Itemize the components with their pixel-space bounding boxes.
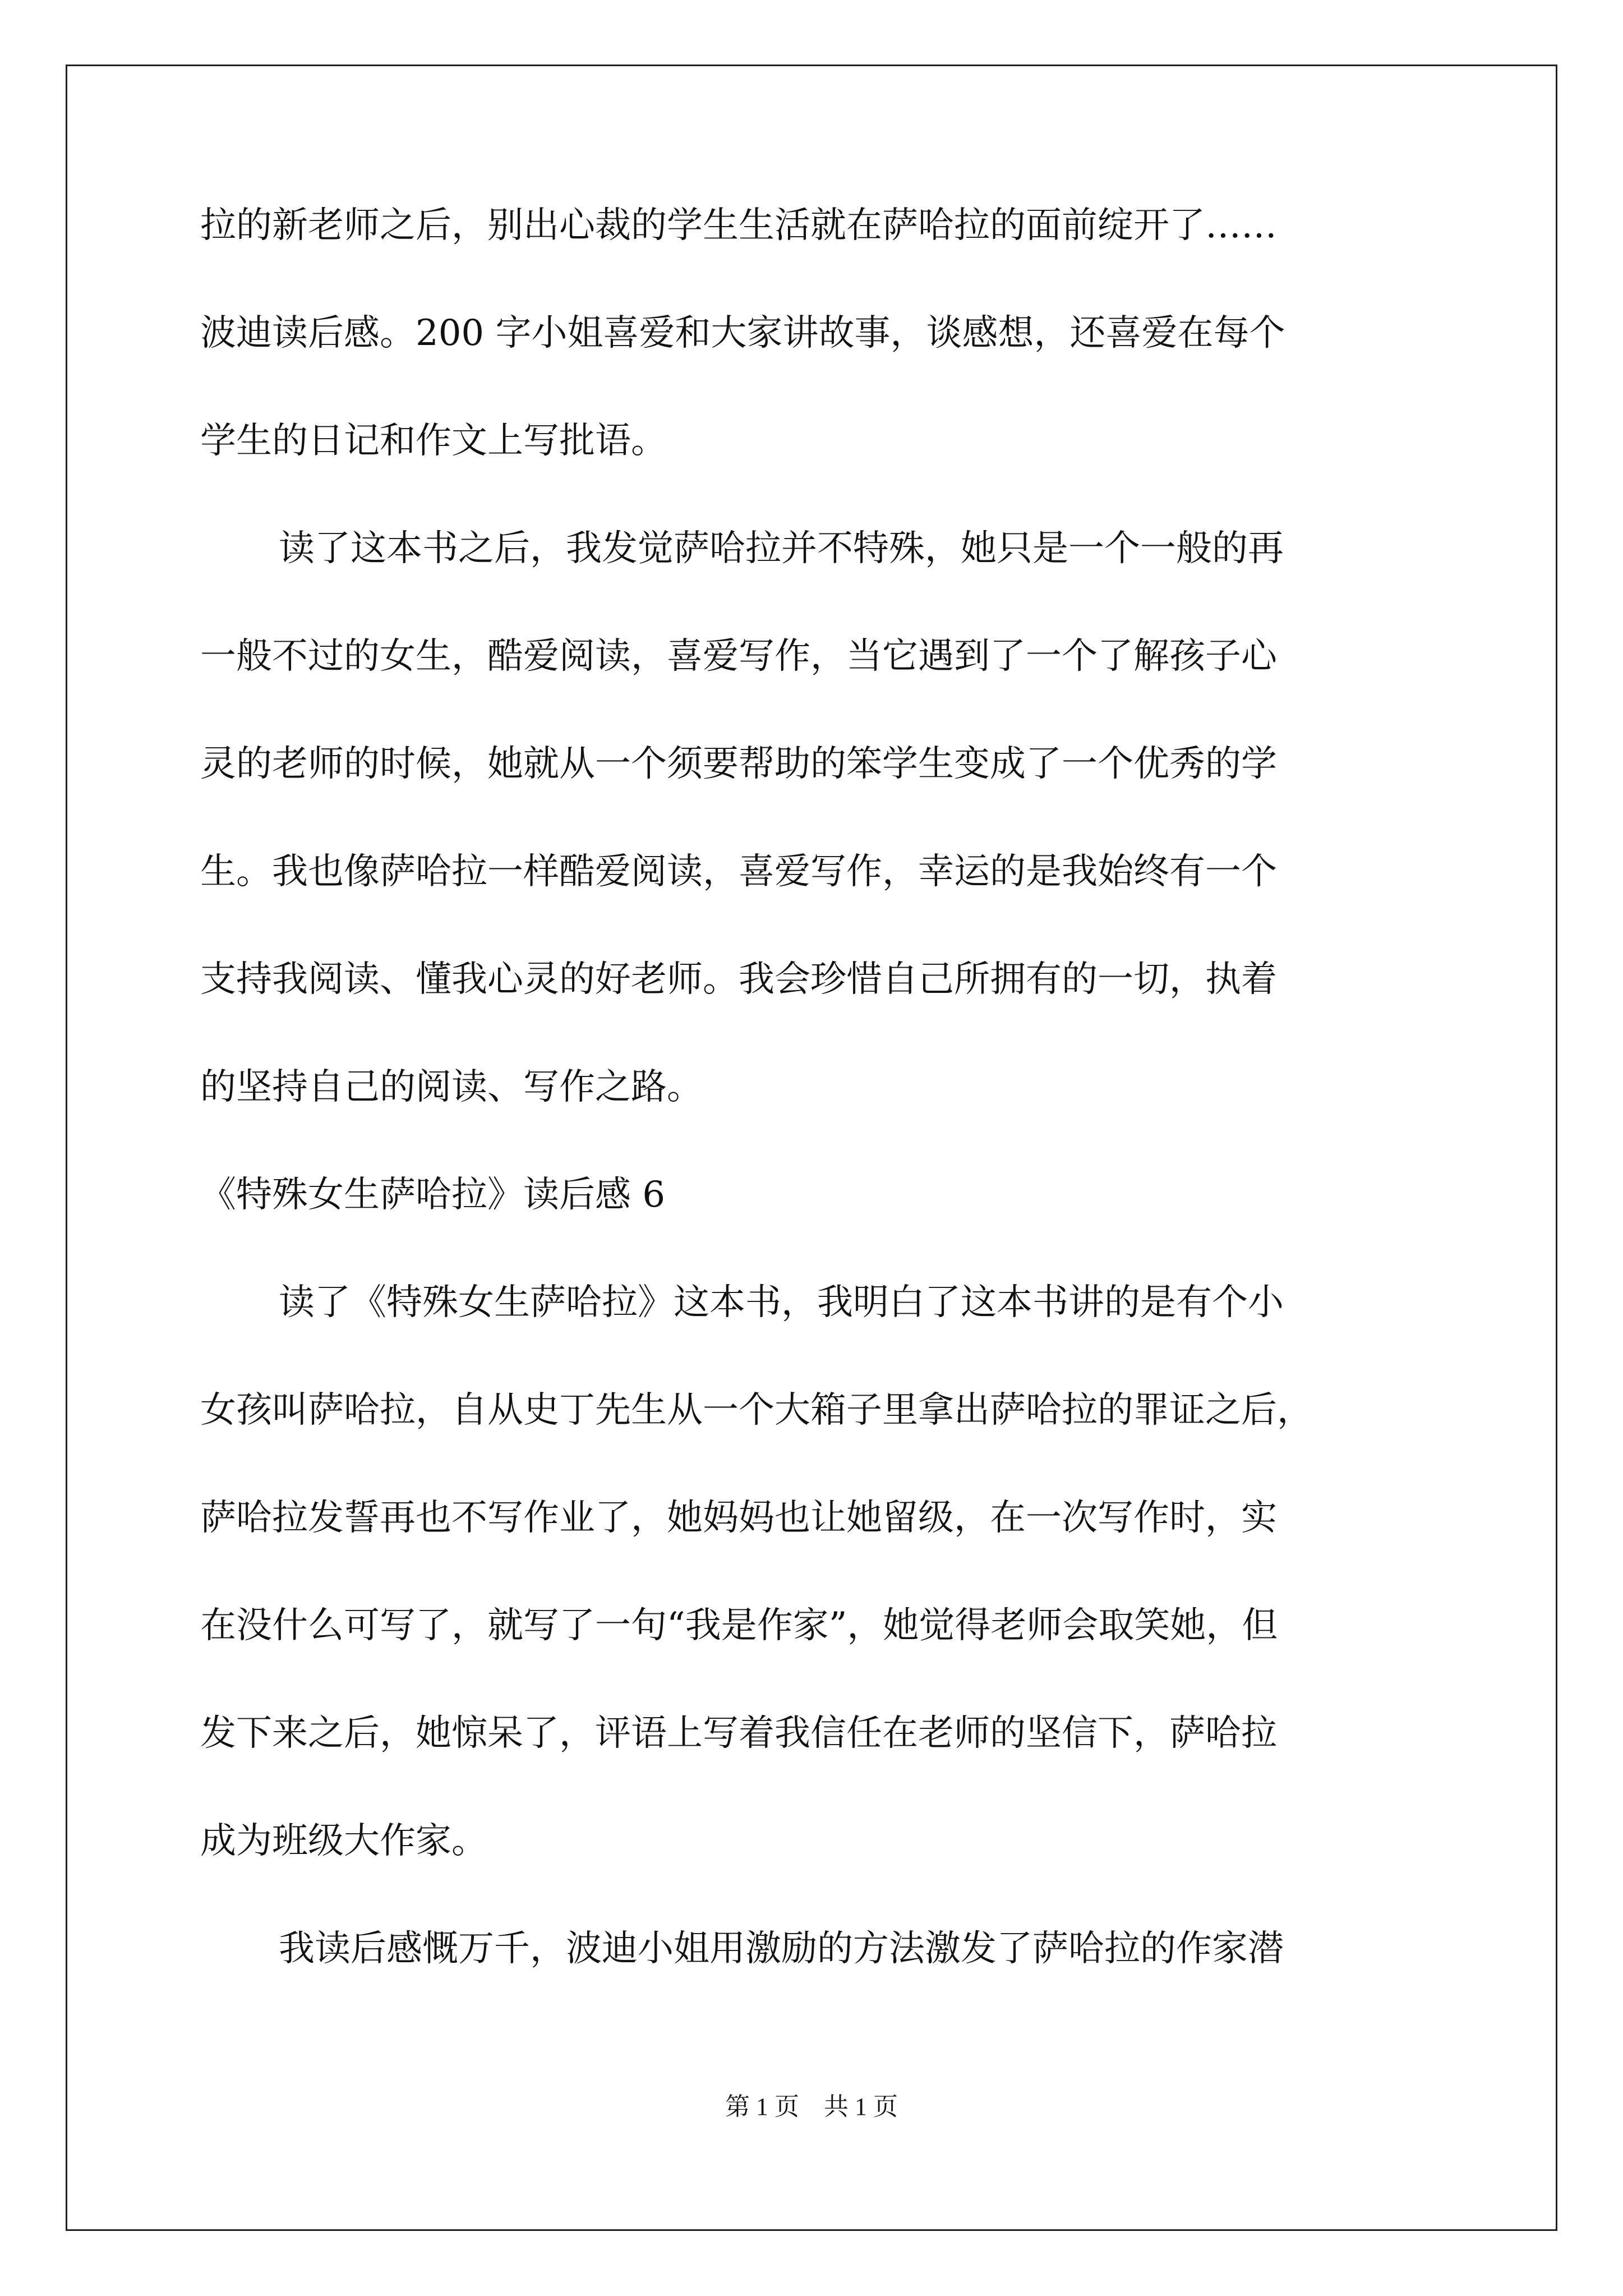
text-line: 一般不过的女生，酷爱阅读，喜爱写作，当它遇到了一个了解孩子心: [200, 636, 1277, 677]
text-line: 在没什么可写了，就写了一句“我是作家”，她觉得老师会取笑她，但: [200, 1605, 1278, 1646]
text-line: 读了《特殊女生萨哈拉》这本书，我明白了这本书讲的是有个小: [279, 1282, 1284, 1323]
text-line: 拉的新老师之后，别出心裁的学生生活就在萨哈拉的面前绽开了……: [200, 205, 1277, 246]
text-line: 我读后感慨万千，波迪小姐用激励的方法激发了萨哈拉的作家潜: [279, 1928, 1284, 1970]
text-line: 支持我阅读、懂我心灵的好老师。我会珍惜自己所拥有的一切，执着: [200, 959, 1277, 1000]
text-line: 萨哈拉发誓再也不写作业了，她妈妈也让她留级，在一次写作时，实: [200, 1497, 1277, 1539]
page-total: 共 1 页: [824, 2093, 898, 2120]
text-line: 成为班级大作家。: [200, 1820, 487, 1862]
text-line: 发下来之后，她惊呆了，评语上写着我信任在老师的坚信下，萨哈拉: [200, 1713, 1277, 1754]
document-body: [200, 205, 1423, 2039]
text-line: 波迪读后感。200 字小姐喜爱和大家讲故事，谈感想，还喜爱在每个: [200, 312, 1285, 354]
text-line: 的坚持自己的阅读、写作之路。: [200, 1066, 703, 1108]
text-line: 灵的老师的时候，她就从一个须要帮助的笨学生变成了一个优秀的学: [200, 743, 1277, 785]
page-number: 第 1 页: [725, 2093, 799, 2120]
text-line: 女孩叫萨哈拉，自从史丁先生从一个大箱子里拿出萨哈拉的罪证之后，: [200, 1389, 1313, 1431]
page-footer: [0, 2093, 1623, 2120]
text-line: 读了这本书之后，我发觉萨哈拉并不特殊，她只是一个一般的再: [279, 528, 1284, 569]
text-line: 生。我也像萨哈拉一样酷爱阅读，喜爱写作，幸运的是我始终有一个: [200, 851, 1277, 892]
section-title: 《特殊女生萨哈拉》读后感 6: [200, 1174, 666, 1216]
text-line: 学生的日记和作文上写批语。: [200, 420, 667, 462]
